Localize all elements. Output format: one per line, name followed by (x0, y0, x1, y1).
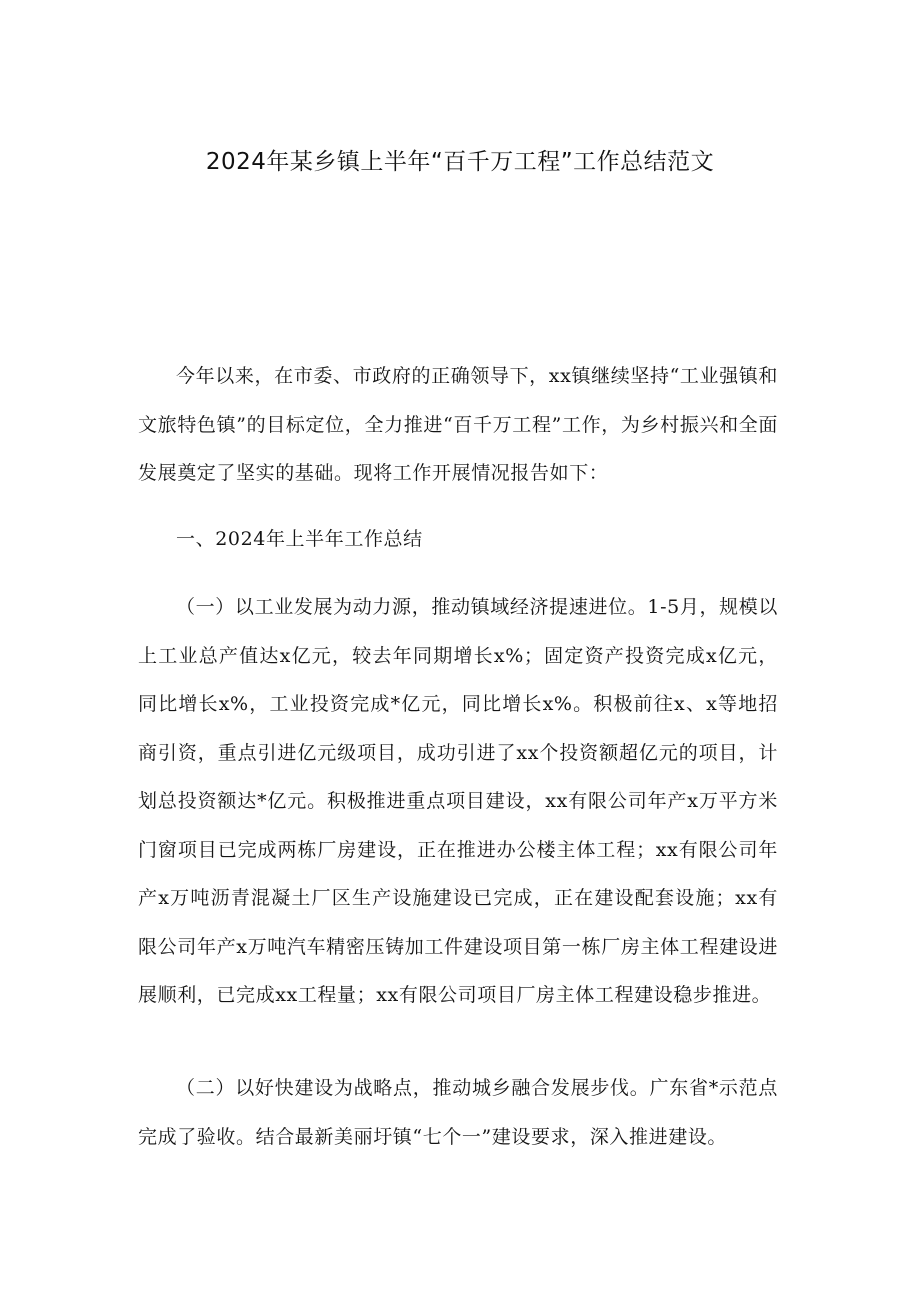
section-heading: 一、2024年上半年工作总结 (176, 528, 423, 550)
subsection-1-block (138, 583, 778, 1020)
section-heading-block (138, 515, 778, 564)
intro-paragraph-block (138, 352, 778, 498)
subsection-2-block (138, 1064, 778, 1161)
subsection-1-paragraph: （一）以工业发展为动力源，推动镇域经济提速进位。1-5月，规模以上工业总产值达x亿元，较去年同期增长x%；固定资产投资完成x亿元，同比增长x%，工业投资完成*亿元，同比增长x%。积极前往x、x等地招商引资，重点引进亿元级项目，成功引进了xx个投资额超亿元的项目，计划总投资额达*亿元。积极推进重点项目建设，xx有限公司年产x万平方米门窗项目已完成两栋厂房建设，正在推进办公楼主体工程；xx有限公司年产x万吨沥青混凝土厂区生产设施建设已完成，正在建设配套设施；xx有限公司年产x万吨汽车精密压铸加工件建设项目第一栋厂房主体工程建设进展顺利，已完成xx工程量；xx有限公司项目厂房主体工程建设稳步推进。 (138, 596, 778, 1006)
document-title: 2024年某乡镇上半年“百千万工程”工作总结范文 (205, 149, 715, 175)
subsection-2-paragraph: （二）以好快建设为战略点，推动城乡融合发展步伐。广东省*示范点完成了验收。结合最新美丽圩镇“七个一”建设要求，深入推进建设。 (138, 1077, 778, 1148)
intro-paragraph: 今年以来，在市委、市政府的正确领导下，xx镇继续坚持“工业强镇和文旅特色镇”的目标定位，全力推进“百千万工程”工作，为乡村振兴和全面发展奠定了坚实的基础。现将工作开展情况报告如下： (138, 365, 778, 484)
